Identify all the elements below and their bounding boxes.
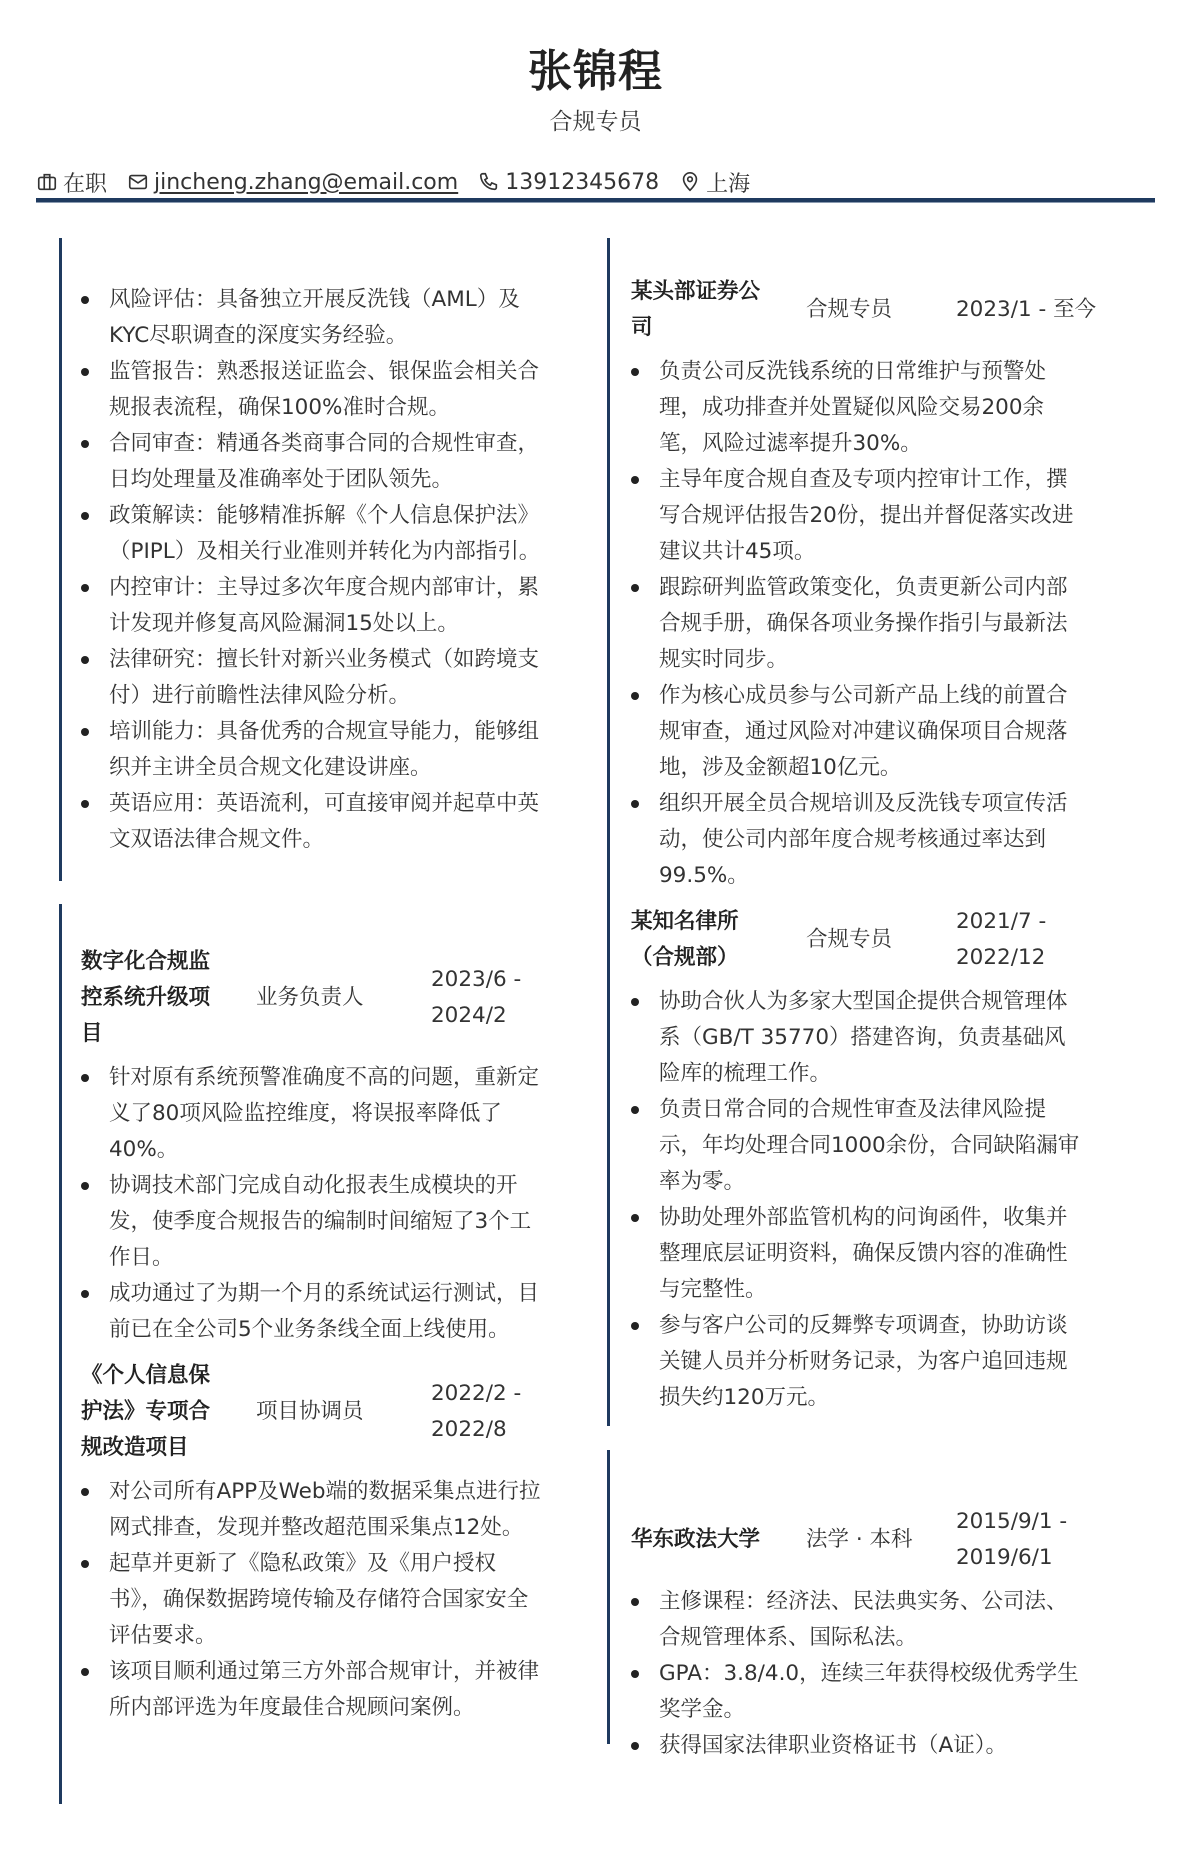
skill-item: 政策解读：能够精准拆解《个人信息保护法》（PIPL）及相关行业准则并转化为内部指引。 bbox=[81, 498, 541, 570]
phone-item bbox=[478, 170, 659, 195]
contact-bar bbox=[36, 166, 770, 198]
project-header bbox=[81, 1358, 579, 1466]
project-entry bbox=[81, 944, 579, 1348]
email-item[interactable] bbox=[127, 170, 458, 195]
work-bullets bbox=[631, 354, 1081, 894]
work-bullets bbox=[631, 984, 1081, 1416]
skill-item: 监管报告：熟悉报送证监会、银保监会相关合规报表流程，确保100%准时合规。 bbox=[81, 354, 541, 426]
skills-list bbox=[81, 282, 541, 858]
work-role: 合规专员 bbox=[806, 927, 893, 952]
work-bullet: 作为核心成员参与公司新产品上线的前置合规审查，通过风险对冲建议确保项目合规落地，涉及金额超10亿元。 bbox=[631, 678, 1081, 786]
email-link[interactable]: jincheng.zhang@email.com bbox=[154, 169, 459, 195]
project-entry bbox=[81, 1358, 579, 1726]
work-entry bbox=[631, 904, 1167, 1416]
work-role: 合规专员 bbox=[806, 297, 893, 322]
work-bullet: 参与客户公司的反舞弊专项调查，协助访谈关键人员并分析财务记录，为客户追回违规损失约120万元。 bbox=[631, 1308, 1081, 1416]
work-date: 2023/1 - 至今 bbox=[956, 297, 1097, 322]
work-bullet: 协助合伙人为多家大型国企提供合规管理体系（GB/T 35770）搭建咨询，负责基础风险库的梳理工作。 bbox=[631, 984, 1081, 1092]
skill-item: 内控审计：主导过多次年度合规内部审计，累计发现并修复高风险漏洞15处以上。 bbox=[81, 570, 541, 642]
project-bullets bbox=[81, 1060, 541, 1348]
project-bullet: 成功通过了为期一个月的系统试运行测试，目前已在全公司5个业务条线全面上线使用。 bbox=[81, 1276, 541, 1348]
phone-number: 13912345678 bbox=[505, 169, 660, 195]
mail-icon bbox=[127, 171, 149, 193]
project-bullet: 起草并更新了《隐私政策》及《用户授权书》，确保数据跨境传输及存储符合国家安全评估要求。 bbox=[81, 1546, 541, 1654]
education-date: 2015/9/1 - 2019/6/1 bbox=[956, 1509, 1068, 1570]
major-degree: 法学 · 本科 bbox=[806, 1527, 913, 1552]
employment-status: 在职 bbox=[63, 171, 108, 197]
candidate-name: 张锦程 bbox=[528, 46, 663, 97]
work-header bbox=[631, 274, 1167, 346]
location-item bbox=[679, 167, 750, 198]
education-entry bbox=[631, 1504, 1167, 1764]
project-bullet: 对公司所有APP及Web端的数据采集点进行拉网式排查，发现并整改超范围采集点12处。 bbox=[81, 1474, 541, 1546]
project-role: 项目协调员 bbox=[256, 1399, 364, 1424]
work-bullet: 协助处理外部监管机构的问询函件，收集并整理底层证明资料，确保反馈内容的准确性与完整性。 bbox=[631, 1200, 1081, 1308]
project-bullets bbox=[81, 1474, 541, 1726]
work-header bbox=[631, 904, 1167, 976]
skill-item: 风险评估：具备独立开展反洗钱（AML）及KYC尽职调查的深度实务经验。 bbox=[81, 282, 541, 354]
phone-icon bbox=[478, 171, 500, 193]
project-date: 2022/2 - 2022/8 bbox=[431, 1381, 522, 1442]
briefcase-icon bbox=[36, 171, 58, 193]
project-name: 数字化合规监控系统升级项目 bbox=[81, 949, 211, 1046]
work-section bbox=[607, 238, 1167, 1426]
skill-item: 英语应用：英语流利，可直接审阅并起草中英文双语法律合规文件。 bbox=[81, 786, 541, 858]
location-pin-icon bbox=[679, 171, 701, 193]
skill-item: 法律研究：擅长针对新兴业务模式（如跨境支付）进行前瞻性法律风险分析。 bbox=[81, 642, 541, 714]
project-date: 2023/6 - 2024/2 bbox=[431, 967, 522, 1028]
status-item bbox=[36, 167, 107, 198]
skill-item: 培训能力：具备优秀的合规宣导能力，能够组织并主讲全员合规文化建设讲座。 bbox=[81, 714, 541, 786]
education-bullet: 主修课程：经济法、民法典实务、公司法、合规管理体系、国际私法。 bbox=[631, 1584, 1081, 1656]
company-name: 某知名律所（合规部） bbox=[631, 909, 739, 970]
skills-section bbox=[59, 238, 579, 881]
project-bullet: 针对原有系统预警准确度不高的问题，重新定义了80项风险监控维度，将误报率降低了40%。 bbox=[81, 1060, 541, 1168]
school-name: 华东政法大学 bbox=[631, 1527, 761, 1552]
project-bullet: 协调技术部门完成自动化报表生成模块的开发，使季度合规报告的编制时间缩短了3个工作日。 bbox=[81, 1168, 541, 1276]
project-bullet: 该项目顺利通过第三方外部合规审计，并被律所内部评选为年度最佳合规顾问案例。 bbox=[81, 1654, 541, 1726]
work-bullet: 主导年度合规自查及专项内控审计工作，撰写合规评估报告20份，提出并督促落实改进建议共计45项。 bbox=[631, 462, 1081, 570]
education-bullet: GPA：3.8/4.0，连续三年获得校级优秀学生奖学金。 bbox=[631, 1656, 1081, 1728]
company-name: 某头部证券公司 bbox=[631, 279, 761, 340]
work-bullet: 组织开展全员合规培训及反洗钱专项宣传活动，使公司内部年度合规考核通过率达到99.5%。 bbox=[631, 786, 1081, 894]
skill-item: 合同审查：精通各类商事合同的合规性审查，日均处理量及准确率处于团队领先。 bbox=[81, 426, 541, 498]
work-bullet: 负责公司反洗钱系统的日常维护与预警处理，成功排查并处置疑似风险交易200余笔，风险过滤率提升30%。 bbox=[631, 354, 1081, 462]
work-bullet: 跟踪研判监管政策变化，负责更新公司内部合规手册，确保各项业务操作指引与最新法规实时同步。 bbox=[631, 570, 1081, 678]
work-date: 2021/7 - 2022/12 bbox=[956, 909, 1047, 970]
job-title: 合规专员 bbox=[549, 109, 642, 135]
projects-section bbox=[59, 904, 579, 1804]
education-header bbox=[631, 1504, 1167, 1576]
education-bullet: 获得国家法律职业资格证书（A证）。 bbox=[631, 1728, 1081, 1764]
project-name: 《个人信息保护法》专项合规改造项目 bbox=[81, 1363, 211, 1460]
education-bullets bbox=[631, 1584, 1081, 1764]
project-header bbox=[81, 944, 579, 1052]
location: 上海 bbox=[706, 171, 751, 197]
education-section bbox=[607, 1450, 1167, 1758]
work-entry bbox=[631, 274, 1167, 894]
project-role: 业务负责人 bbox=[256, 985, 364, 1010]
work-bullet: 负责日常合同的合规性审查及法律风险提示，年均处理合同1000余份，合同缺陷漏审率为零。 bbox=[631, 1092, 1081, 1200]
header-divider bbox=[36, 198, 1155, 203]
